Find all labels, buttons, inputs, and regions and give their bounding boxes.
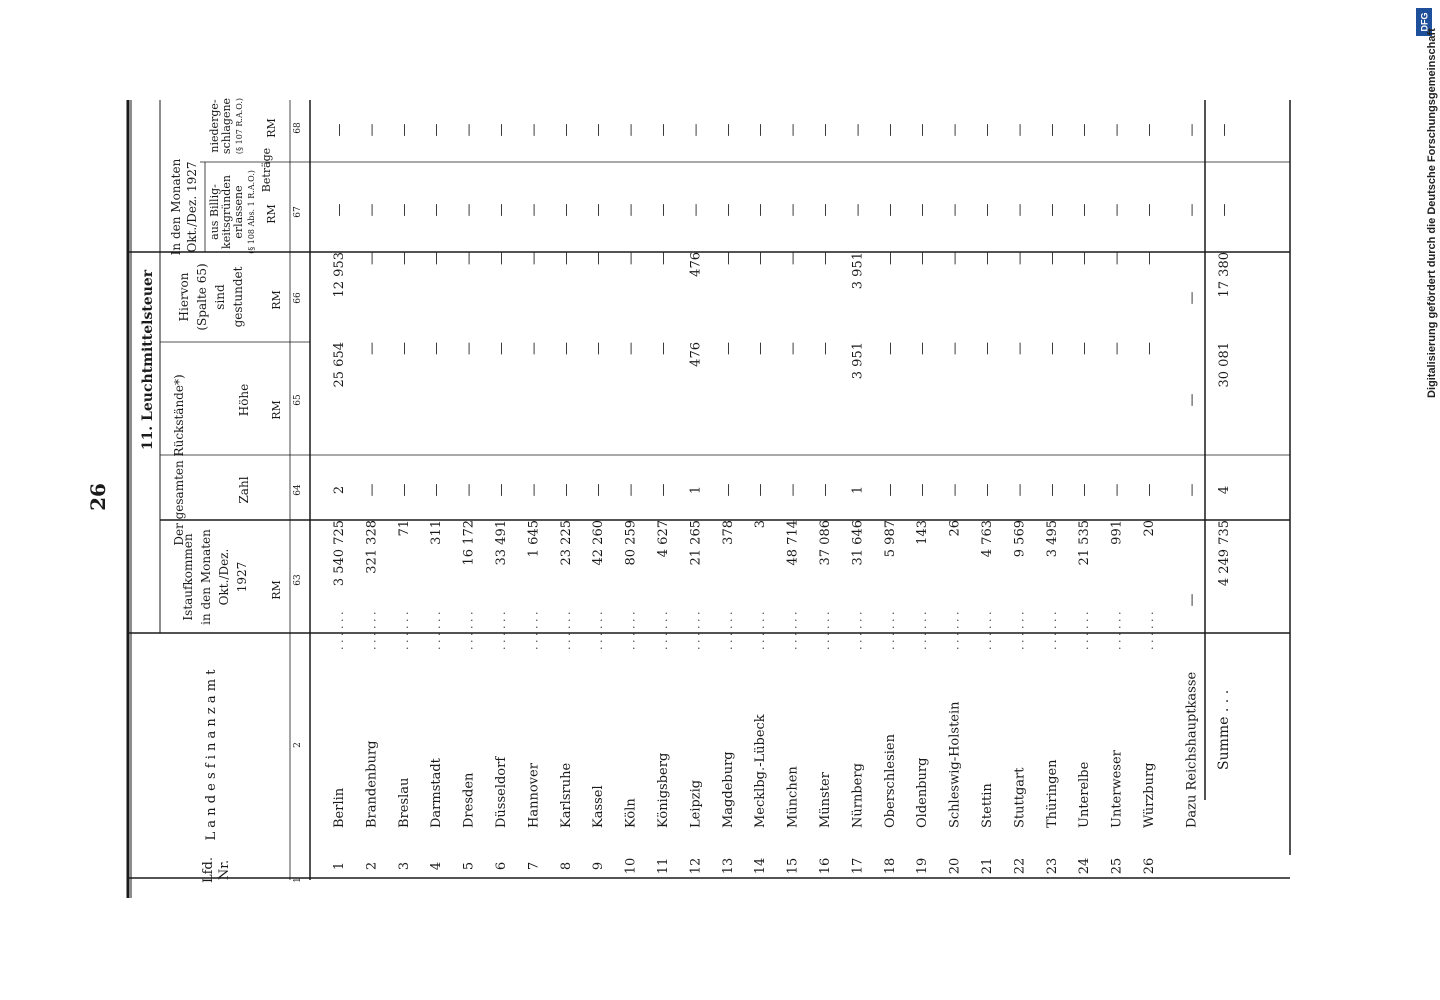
row-niedergeschlagen: — bbox=[850, 123, 866, 137]
row-zahl: — bbox=[1077, 483, 1093, 497]
row-hoehe: — bbox=[623, 342, 639, 355]
leader-dots: . . . . . . bbox=[1013, 611, 1027, 650]
row-gestundet: — bbox=[396, 252, 412, 265]
row-name: Unterelbe bbox=[1077, 761, 1093, 828]
row-name: Stettin bbox=[980, 783, 995, 828]
row-name: Stuttgart bbox=[1012, 767, 1028, 828]
row-zahl: — bbox=[656, 483, 671, 497]
leader-dots: . . . . . . bbox=[786, 611, 800, 650]
row-niedergeschlagen: — bbox=[494, 123, 509, 137]
header-unit: RM bbox=[270, 290, 283, 310]
row-zahl: — bbox=[591, 483, 607, 497]
row-zahl: — bbox=[785, 483, 801, 497]
summe-ist: 4 249 735 bbox=[1217, 520, 1232, 587]
row-niedergeschlagen: — bbox=[429, 123, 445, 137]
row-hoehe: 476 bbox=[688, 342, 704, 367]
row-number: 19 bbox=[915, 857, 931, 875]
header-hiervon-line: sind bbox=[213, 284, 227, 310]
leader-dots: . . . . . . bbox=[333, 611, 346, 650]
header-istaufkommen-line: Istaufkommen bbox=[181, 533, 195, 621]
row-name: Mecklbg.-Lübeck bbox=[753, 714, 769, 828]
row-istaufkommen: 21 265 bbox=[688, 520, 704, 566]
row-istaufkommen: 71 bbox=[396, 520, 412, 537]
row-gestundet: — bbox=[915, 252, 931, 265]
row-number: 4 bbox=[429, 861, 445, 871]
row-zahl: — bbox=[461, 483, 477, 497]
row-zahl: — bbox=[558, 483, 574, 497]
row-gestundet: — bbox=[364, 252, 380, 265]
row-zahl: — bbox=[915, 483, 931, 497]
row-erlassen: — bbox=[461, 203, 477, 217]
row-number: 24 bbox=[1077, 857, 1093, 875]
header-monate-line: Okt./Dez. 1927 bbox=[185, 161, 199, 253]
leader-dots: . . . . . . bbox=[397, 611, 411, 650]
row-number: 21 bbox=[980, 857, 995, 875]
row-hoehe: — bbox=[656, 342, 671, 355]
header-hiervon-line: gestundet bbox=[231, 266, 245, 328]
leader-dots: . . . . . . bbox=[657, 611, 670, 650]
header-billigkeit-line: aus Billig- bbox=[208, 184, 221, 240]
row-number: 1 bbox=[332, 861, 347, 871]
row-zahl: — bbox=[882, 483, 898, 497]
row-erlassen: — bbox=[1109, 203, 1125, 217]
row-gestundet: — bbox=[818, 252, 833, 265]
row-erlassen: — bbox=[332, 203, 347, 217]
row-hoehe: — bbox=[461, 342, 477, 355]
row-number: 15 bbox=[785, 857, 801, 875]
row-number: 23 bbox=[1044, 857, 1060, 875]
row-erlassen: — bbox=[1012, 203, 1028, 217]
row-number: 17 bbox=[850, 857, 866, 875]
row-erlassen: — bbox=[947, 203, 963, 217]
row-name: München bbox=[785, 766, 801, 828]
row-istaufkommen: 311 bbox=[429, 520, 445, 545]
row-number: 10 bbox=[623, 857, 639, 875]
row-erlassen: — bbox=[1142, 203, 1157, 217]
row-niedergeschlagen: — bbox=[688, 123, 704, 137]
row-gestundet: — bbox=[461, 252, 477, 265]
row-gestundet: — bbox=[558, 252, 574, 265]
row-zahl: 1 bbox=[688, 485, 704, 495]
row-erlassen: — bbox=[1044, 203, 1060, 217]
leader-dots: . . . . . . bbox=[624, 611, 638, 650]
row-niedergeschlagen: — bbox=[1142, 123, 1157, 137]
row-hoehe: — bbox=[558, 342, 574, 355]
leader-dots: . . . . . . bbox=[430, 611, 444, 650]
row-zahl: — bbox=[494, 483, 509, 497]
row-istaufkommen: 16 172 bbox=[461, 520, 477, 566]
row-niedergeschlagen: — bbox=[332, 123, 347, 137]
header-nr: Nr. bbox=[217, 859, 232, 881]
row-number: 8 bbox=[558, 861, 574, 871]
leader-dots: . . . . . . bbox=[1078, 611, 1092, 650]
reichshauptkasse-erlassen: — bbox=[1184, 203, 1200, 217]
row-istaufkommen: 321 328 bbox=[364, 520, 380, 574]
summe-zahl: 4 bbox=[1217, 485, 1232, 495]
row-zahl: — bbox=[396, 483, 412, 497]
row-istaufkommen: 21 535 bbox=[1077, 520, 1093, 566]
row-zahl: — bbox=[623, 483, 639, 497]
row-name: Unterweser bbox=[1109, 750, 1125, 828]
row-number: 16 bbox=[818, 857, 833, 875]
row-gestundet: — bbox=[753, 252, 769, 265]
leader-dots: . . . . . . bbox=[462, 611, 476, 650]
row-name: Köln bbox=[623, 798, 639, 828]
row-gestundet: — bbox=[1012, 252, 1028, 265]
row-number: 9 bbox=[591, 861, 607, 871]
row-erlassen: — bbox=[623, 203, 639, 217]
row-erlassen: — bbox=[980, 203, 995, 217]
row-number: 14 bbox=[753, 857, 769, 875]
leader-dots: . . . . . . bbox=[559, 611, 573, 650]
row-erlassen: — bbox=[494, 203, 509, 217]
row-zahl: — bbox=[980, 483, 995, 497]
reichshauptkasse-gestundet: — bbox=[1184, 291, 1200, 305]
row-erlassen: — bbox=[915, 203, 931, 217]
row-gestundet: — bbox=[1142, 252, 1157, 265]
header-hoehe: Höhe bbox=[237, 383, 251, 417]
row-hoehe: — bbox=[591, 342, 607, 355]
row-gestundet: — bbox=[429, 252, 445, 265]
row-name: Oldenburg bbox=[915, 757, 931, 828]
summe-erlassen: — bbox=[1217, 203, 1232, 217]
page-number: 26 bbox=[85, 483, 110, 511]
row-erlassen: — bbox=[720, 203, 736, 217]
row-zahl: — bbox=[526, 483, 542, 497]
row-hoehe: — bbox=[882, 342, 898, 355]
row-number: 6 bbox=[494, 861, 509, 871]
column-number: 67 bbox=[293, 206, 303, 218]
row-name: Münster bbox=[818, 772, 833, 828]
row-number: 2 bbox=[364, 861, 380, 871]
row-niedergeschlagen: — bbox=[396, 123, 412, 137]
row-hoehe: — bbox=[720, 342, 736, 355]
row-niedergeschlagen: — bbox=[623, 123, 639, 137]
row-number: 26 bbox=[1142, 857, 1157, 875]
header-unit: RM bbox=[265, 118, 278, 138]
row-niedergeschlagen: — bbox=[882, 123, 898, 137]
leader-dots: . . . . . . bbox=[883, 611, 897, 650]
row-name: Hannover bbox=[526, 763, 542, 828]
row-zahl: — bbox=[1012, 483, 1028, 497]
header-landesfinanzamt: L a n d e s f i n a n z a m t bbox=[204, 669, 219, 841]
header-lfd: Lfd. bbox=[201, 857, 216, 883]
row-hoehe: 25 654 bbox=[332, 342, 347, 388]
row-name: Kassel bbox=[591, 785, 607, 828]
row-erlassen: — bbox=[591, 203, 607, 217]
header-billigkeit-line: erlassene bbox=[232, 185, 245, 239]
header-istaufkommen-line: Okt./Dez. bbox=[217, 548, 231, 606]
row-zahl: — bbox=[1142, 483, 1157, 497]
row-niedergeschlagen: — bbox=[1109, 123, 1125, 137]
row-number: 12 bbox=[688, 857, 704, 875]
row-hoehe: — bbox=[1012, 342, 1028, 355]
row-gestundet: — bbox=[1044, 252, 1060, 265]
row-erlassen: — bbox=[1077, 203, 1093, 217]
row-erlassen: — bbox=[429, 203, 445, 217]
row-erlassen: — bbox=[818, 203, 833, 217]
reichshauptkasse-hoehe: — bbox=[1184, 393, 1200, 407]
header-niedergeschlagene-line: niederge- bbox=[208, 99, 221, 153]
row-zahl: — bbox=[1109, 483, 1125, 497]
row-hoehe: — bbox=[364, 342, 380, 355]
row-name: Leipzig bbox=[688, 779, 704, 828]
row-istaufkommen: 37 086 bbox=[818, 520, 833, 566]
row-erlassen: — bbox=[688, 203, 704, 217]
leader-dots: . . . . . . bbox=[689, 611, 703, 650]
row-niedergeschlagen: — bbox=[656, 123, 671, 137]
row-istaufkommen: 4 763 bbox=[980, 520, 995, 558]
summe-label: Summe . . . bbox=[1216, 689, 1232, 770]
attribution-text: Digitalisierung gefördert durch die Deutsche Forschungsgemeinschaft bbox=[1426, 28, 1438, 398]
row-name: Brandenburg bbox=[364, 740, 380, 828]
row-erlassen: — bbox=[526, 203, 542, 217]
row-name: Oberschlesien bbox=[882, 734, 898, 828]
row-hoehe: — bbox=[526, 342, 542, 355]
row-niedergeschlagen: — bbox=[753, 123, 769, 137]
header-istaufkommen-line: 1927 bbox=[235, 561, 249, 593]
row-name: Königsberg bbox=[656, 752, 671, 828]
row-zahl: — bbox=[753, 483, 769, 497]
reichshauptkasse-niedergeschlagen: — bbox=[1184, 123, 1200, 137]
row-hoehe: — bbox=[980, 342, 995, 355]
row-niedergeschlagen: — bbox=[1077, 123, 1093, 137]
row-hoehe: — bbox=[785, 342, 801, 355]
leader-dots: . . . . . . bbox=[495, 611, 508, 650]
row-hoehe: — bbox=[429, 342, 445, 355]
row-name: Thüringen bbox=[1044, 759, 1060, 828]
leader-dots: . . . . . . bbox=[916, 611, 930, 650]
header-niedergeschlagene-line: (§ 107 R.A.O.) bbox=[235, 97, 244, 155]
row-hoehe: — bbox=[947, 342, 963, 355]
row-istaufkommen: 9 569 bbox=[1012, 520, 1028, 558]
leader-dots: . . . . . . bbox=[721, 611, 735, 650]
row-number: 13 bbox=[720, 857, 736, 875]
row-erlassen: — bbox=[364, 203, 380, 217]
row-niedergeschlagen: — bbox=[947, 123, 963, 137]
row-number: 18 bbox=[882, 857, 898, 875]
row-niedergeschlagen: — bbox=[591, 123, 607, 137]
row-hoehe: — bbox=[818, 342, 833, 355]
row-gestundet: 3 951 bbox=[850, 252, 866, 290]
header-betraege: Beträge bbox=[260, 147, 273, 193]
row-gestundet: 476 bbox=[688, 252, 704, 277]
row-gestundet: — bbox=[882, 252, 898, 265]
row-hoehe: — bbox=[1044, 342, 1060, 355]
header-hiervon-line: Hiervon bbox=[177, 272, 191, 322]
row-gestundet: — bbox=[947, 252, 963, 265]
row-istaufkommen: 80 259 bbox=[623, 520, 639, 566]
row-zahl: — bbox=[818, 483, 833, 497]
summe-niedergeschlagen: — bbox=[1217, 123, 1232, 137]
row-gestundet: — bbox=[720, 252, 736, 265]
row-name: Nürnberg bbox=[850, 763, 866, 828]
leader-dots: . . . . . . bbox=[819, 611, 832, 650]
row-hoehe: — bbox=[1109, 342, 1125, 355]
row-hoehe: 3 951 bbox=[850, 342, 866, 380]
row-istaufkommen: 378 bbox=[720, 520, 736, 545]
row-istaufkommen: 20 bbox=[1142, 520, 1157, 537]
row-hoehe: — bbox=[753, 342, 769, 355]
row-hoehe: — bbox=[494, 342, 509, 355]
column-number: 1 bbox=[293, 877, 303, 883]
row-niedergeschlagen: — bbox=[526, 123, 542, 137]
row-niedergeschlagen: — bbox=[818, 123, 833, 137]
row-gestundet: — bbox=[526, 252, 542, 265]
row-erlassen: — bbox=[396, 203, 412, 217]
row-number: 5 bbox=[461, 861, 477, 871]
column-number: 68 bbox=[293, 122, 303, 134]
row-istaufkommen: 4 627 bbox=[656, 520, 671, 558]
row-erlassen: — bbox=[656, 203, 671, 217]
row-name: Darmstadt bbox=[429, 758, 445, 828]
header-unit: RM bbox=[270, 400, 283, 420]
row-niedergeschlagen: — bbox=[461, 123, 477, 137]
leader-dots: . . . . . . bbox=[851, 611, 865, 650]
row-gestundet: — bbox=[656, 252, 671, 265]
row-niedergeschlagen: — bbox=[1012, 123, 1028, 137]
row-number: 7 bbox=[526, 861, 542, 871]
header-niedergeschlagene-line: schlagene bbox=[220, 97, 233, 155]
row-name: Schleswig-Holstein bbox=[947, 701, 963, 828]
leader-dots: . . . . . . bbox=[1045, 611, 1059, 650]
row-niedergeschlagen: — bbox=[558, 123, 574, 137]
row-erlassen: — bbox=[785, 203, 801, 217]
header-istaufkommen-line: in den Monaten bbox=[199, 529, 213, 625]
row-erlassen: — bbox=[850, 203, 866, 217]
header-billigkeit-line: keitsgründen bbox=[220, 175, 233, 249]
header-hiervon-line: (Spalte 65) bbox=[195, 263, 209, 331]
row-zahl: 1 bbox=[850, 485, 866, 495]
row-istaufkommen: 48 714 bbox=[785, 520, 801, 566]
row-hoehe: — bbox=[1142, 342, 1157, 355]
row-istaufkommen: 42 260 bbox=[591, 520, 607, 566]
row-niedergeschlagen: — bbox=[915, 123, 931, 137]
leader-dots: . . . . . . bbox=[981, 611, 994, 650]
row-hoehe: — bbox=[396, 342, 412, 355]
row-number: 11 bbox=[656, 857, 671, 875]
header-unit: RM bbox=[265, 204, 278, 224]
header-billigkeit-line: (§ 108 Abs. 1 R.A.O.) bbox=[247, 170, 256, 254]
row-zahl: — bbox=[720, 483, 736, 497]
row-zahl: — bbox=[429, 483, 445, 497]
row-istaufkommen: 31 646 bbox=[850, 520, 866, 566]
row-niedergeschlagen: — bbox=[1044, 123, 1060, 137]
row-gestundet: — bbox=[980, 252, 995, 265]
row-istaufkommen: 143 bbox=[915, 520, 931, 545]
row-number: 20 bbox=[947, 857, 963, 875]
row-gestundet: — bbox=[1077, 252, 1093, 265]
row-erlassen: — bbox=[558, 203, 574, 217]
column-number: 64 bbox=[293, 484, 303, 496]
leader-dots: . . . . . . bbox=[365, 611, 379, 650]
row-niedergeschlagen: — bbox=[980, 123, 995, 137]
column-number: 63 bbox=[293, 574, 303, 586]
summe-gestundet: 17 380 bbox=[1217, 252, 1232, 298]
row-istaufkommen: 3 495 bbox=[1044, 520, 1060, 558]
header-rueckstaende: Der gesamten Rückstände*) bbox=[172, 374, 186, 546]
row-gestundet: — bbox=[1109, 252, 1125, 265]
row-name: Würzburg bbox=[1142, 762, 1157, 828]
column-number: 65 bbox=[293, 394, 303, 406]
reichshauptkasse-name: Dazu Reichshauptkasse bbox=[1184, 671, 1200, 828]
row-number: 3 bbox=[396, 861, 412, 871]
row-number: 22 bbox=[1012, 857, 1028, 875]
row-name: Düsseldorf bbox=[494, 756, 509, 828]
row-istaufkommen: 991 bbox=[1109, 520, 1125, 545]
row-istaufkommen: 33 491 bbox=[494, 520, 509, 566]
row-gestundet: — bbox=[591, 252, 607, 265]
leader-dots: . . . . . . bbox=[592, 611, 606, 650]
row-zahl: — bbox=[1044, 483, 1060, 497]
row-name: Berlin bbox=[332, 787, 347, 828]
leader-dots: . . . . . . bbox=[754, 611, 768, 650]
row-istaufkommen: 26 bbox=[947, 520, 963, 537]
summe-hoehe: 30 081 bbox=[1217, 342, 1232, 388]
row-zahl: — bbox=[364, 483, 380, 497]
row-niedergeschlagen: — bbox=[364, 123, 380, 137]
row-istaufkommen: 23 225 bbox=[558, 520, 574, 566]
reichshauptkasse-zahl: — bbox=[1184, 483, 1200, 497]
row-hoehe: — bbox=[915, 342, 931, 355]
row-number: 25 bbox=[1109, 857, 1125, 875]
reichshauptkasse-ist: — bbox=[1184, 593, 1200, 607]
row-gestundet: 12 953 bbox=[332, 252, 347, 298]
leader-dots: . . . . . . bbox=[1143, 611, 1156, 650]
row-istaufkommen: 1 645 bbox=[526, 520, 542, 558]
row-niedergeschlagen: — bbox=[720, 123, 736, 137]
row-name: Breslau bbox=[396, 777, 412, 828]
column-number: 2 bbox=[293, 742, 303, 748]
row-name: Karlsruhe bbox=[558, 762, 574, 828]
row-hoehe: — bbox=[1077, 342, 1093, 355]
row-istaufkommen: 3 540 725 bbox=[332, 520, 347, 587]
row-zahl: — bbox=[947, 483, 963, 497]
row-erlassen: — bbox=[882, 203, 898, 217]
row-gestundet: — bbox=[623, 252, 639, 265]
header-unit: RM bbox=[270, 580, 283, 600]
row-name: Dresden bbox=[461, 772, 477, 828]
header-zahl: Zahl bbox=[237, 476, 251, 504]
leader-dots: . . . . . . bbox=[948, 611, 962, 650]
row-niedergeschlagen: — bbox=[785, 123, 801, 137]
column-number: 66 bbox=[293, 292, 303, 304]
row-erlassen: — bbox=[753, 203, 769, 217]
row-name: Magdeburg bbox=[720, 751, 736, 828]
section-title: 11. Leuchtmittelsteuer bbox=[140, 269, 156, 451]
row-zahl: 2 bbox=[332, 485, 347, 495]
header-monate-line: In den Monaten bbox=[169, 158, 183, 256]
row-istaufkommen: 3 bbox=[753, 520, 769, 529]
row-gestundet: — bbox=[494, 252, 509, 265]
row-gestundet: — bbox=[785, 252, 801, 265]
row-istaufkommen: 5 987 bbox=[882, 520, 898, 558]
leader-dots: . . . . . . bbox=[1110, 611, 1124, 650]
leader-dots: . . . . . . bbox=[527, 611, 541, 650]
dfg-logo: DFG bbox=[1416, 8, 1432, 36]
